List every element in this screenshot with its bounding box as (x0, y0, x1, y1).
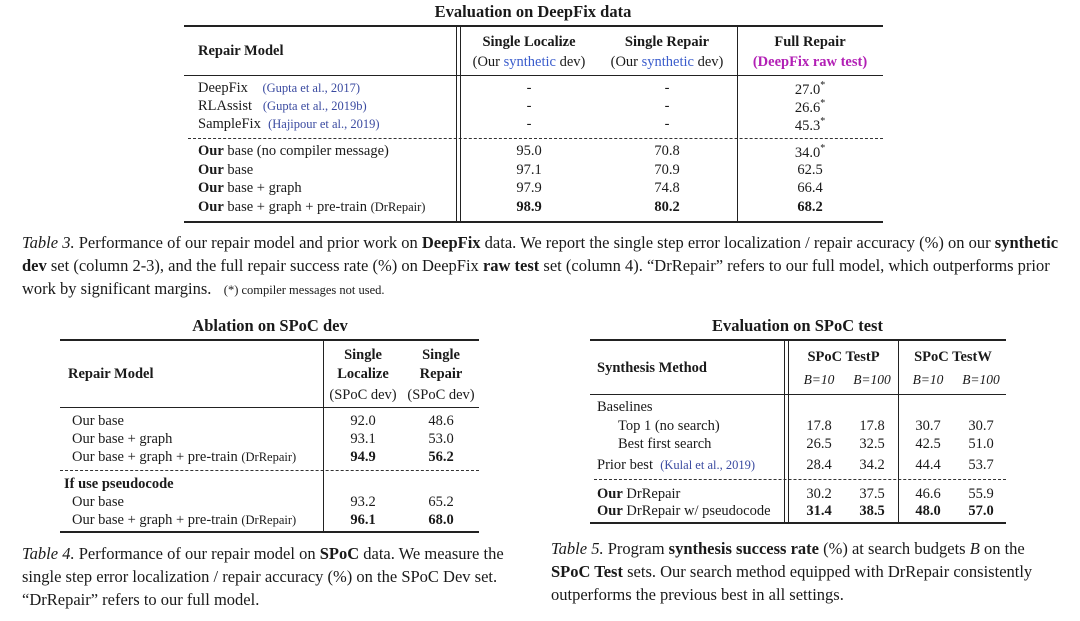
table5-title: Evaluation on SPoC test (712, 316, 883, 335)
table4-cell: 48.6 (428, 413, 454, 429)
table4-dashed-separator (60, 470, 479, 471)
table3-cell: - (664, 116, 670, 132)
table3-cell: 70.8 (654, 143, 680, 159)
table4-row: Our base + graph + pre-train (DrRepair) (72, 512, 297, 528)
table5-double-divider-b (788, 340, 789, 522)
table5-header-testp-b100: B=100 (853, 372, 891, 387)
table5-header-testp: SPoC TestP (807, 349, 880, 365)
table3-cell: 66.4 (797, 180, 823, 196)
table3-row-our-base-nocm: Our base (no compiler message) (198, 143, 389, 159)
table3-row-deepfix: DeepFix (Gupta et al., 2017) (198, 80, 360, 96)
table5-header-testp-b10: B=10 (803, 372, 835, 387)
table5-row: Top 1 (no search) (618, 418, 720, 434)
table4-row: Our base (72, 413, 124, 429)
table3-row-our-base: Our base (198, 162, 254, 178)
table3-cell: 45.3* (794, 116, 826, 134)
table5-header-testw: SPoC TestW (914, 349, 992, 365)
table4-header-repair: Single (422, 347, 460, 363)
table5-cell: 31.4 (806, 503, 832, 519)
table4-row: Our base (72, 494, 124, 510)
table5-bottom-rule (590, 522, 1006, 524)
table3-header-localize-sub: (Our synthetic dev) (472, 54, 586, 70)
table3-cell: 80.2 (654, 199, 680, 215)
table5-cell: 57.0 (968, 503, 994, 519)
table3-header-full-repair-sub: (DeepFix raw test) (752, 54, 868, 70)
table4-title: Ablation on SPoC dev (192, 316, 348, 335)
table4-cell: 93.1 (350, 431, 376, 447)
table4-bottom-rule (60, 531, 479, 533)
table3-cell: 70.9 (654, 162, 680, 178)
table4-caption: Table 4. Performance of our repair model on SPoC data. We measure the single step error localization / repair accuracy (%) on the SPoC Dev set. “DrRepair” refers to our full model. (22, 544, 504, 609)
table3-cell: 27.0* (794, 80, 826, 98)
table3-row-our-drrepair: Our base + graph + pre-train (DrRepair) (198, 199, 426, 215)
table3-double-divider-a (456, 26, 457, 221)
table5-cell: 26.5 (806, 436, 832, 452)
table5-cell: 28.4 (806, 457, 832, 473)
table5-cell: 53.7 (968, 457, 994, 473)
table4-row: Our base + graph (72, 431, 173, 447)
table4-header-localize: Single (344, 347, 382, 363)
table4-cell: 56.2 (428, 449, 454, 465)
table5-cell: 46.6 (915, 486, 941, 502)
table5-header-rule (590, 394, 1006, 395)
table5-cell: 34.2 (859, 457, 885, 473)
table5-row-ours-pseudo: Our DrRepair w/ pseudocode (597, 503, 771, 519)
table5-header-testw-b100: B=100 (962, 372, 1000, 387)
table3-cell: 97.9 (516, 180, 542, 196)
table4-header-repair-2: Repair (419, 366, 463, 382)
table5-cell: 38.5 (859, 503, 885, 519)
table4-cell: 92.0 (350, 413, 376, 429)
table5-cell: 37.5 (859, 486, 885, 502)
table5-double-divider-a (784, 340, 785, 522)
table5-cell: 44.4 (915, 457, 941, 473)
table4-top-rule (60, 339, 479, 341)
table5-row: Best first search (618, 436, 712, 452)
table3-cell: - (664, 80, 670, 96)
table3-cell: 98.9 (516, 199, 542, 215)
table5-cell: 51.0 (968, 436, 994, 452)
table5-cell: 30.2 (806, 486, 832, 502)
table4-header-localize-2: Localize (337, 366, 389, 382)
table3-cell: 97.1 (516, 162, 542, 178)
table3-cell: - (526, 98, 532, 114)
table3-bottom-rule (184, 221, 883, 223)
table5-baselines-label: Baselines (597, 399, 653, 415)
table5-caption: Table 5. Program synthesis success rate (%) at search budgets B on the SPoC Test sets. Our search method equipped with DrRepair consistently outperforms the previous best in all settings. (551, 539, 1033, 604)
table4-header-localize-sub: (SPoC dev) (329, 387, 397, 403)
table3-title: Evaluation on DeepFix data (434, 2, 632, 21)
table4-section-label: If use pseudocode (64, 476, 174, 492)
table3-header-full-repair: Full Repair (774, 34, 846, 50)
table4-cell: 65.2 (428, 494, 454, 510)
table5-top-rule (590, 339, 1006, 341)
table3-dashed-separator (188, 138, 883, 139)
table3-cell: - (526, 116, 532, 132)
table3-cell: - (526, 80, 532, 96)
table3-cell: 74.8 (654, 180, 680, 196)
table3-cell: 62.5 (797, 162, 823, 178)
table4-cell: 94.9 (350, 449, 376, 465)
table3-row-rlassist: RLAssist (Gupta et al., 2019b) (198, 98, 367, 114)
table5-cell: 30.7 (915, 418, 941, 434)
table5-header-method: Synthesis Method (597, 360, 707, 376)
table4-row: Our base + graph + pre-train (DrRepair) (72, 449, 297, 465)
table3-header-repair-sub: (Our synthetic dev) (610, 54, 724, 70)
table3-row-our-base-graph: Our base + graph (198, 180, 302, 196)
table5-cell: 17.8 (806, 418, 832, 434)
table5-row-ours: Our DrRepair (597, 486, 681, 502)
table5-dashed-separator (594, 479, 1006, 480)
table3-header-repair: Single Repair (624, 34, 710, 50)
table5-cell: 55.9 (968, 486, 994, 502)
table5-row-prior: Prior best (Kulal et al., 2019) (597, 457, 755, 473)
table4-cell: 93.2 (350, 494, 376, 510)
table4-cell: 53.0 (428, 431, 454, 447)
table3-header-model: Repair Model (198, 43, 284, 59)
table3-header-rule (184, 75, 883, 76)
table4-header-model: Repair Model (68, 366, 154, 382)
table3-top-rule (184, 25, 883, 27)
table3-row-samplefix: SampleFix (Hajipour et al., 2019) (198, 116, 380, 132)
table3-cell: 34.0* (794, 143, 826, 161)
table5-divider (898, 340, 899, 522)
table3-cell: 68.2 (797, 199, 823, 215)
table5-cell: 17.8 (859, 418, 885, 434)
table5-cell: 48.0 (915, 503, 941, 519)
table4-header-rule (60, 407, 479, 408)
table4-cell: 96.1 (350, 512, 376, 528)
table3-header-localize: Single Localize (482, 34, 576, 50)
table5-cell: 42.5 (915, 436, 941, 452)
table4-header-repair-sub: (SPoC dev) (407, 387, 475, 403)
table5-cell: 30.7 (968, 418, 994, 434)
table4-cell: 68.0 (428, 512, 454, 528)
table3-cell: - (664, 98, 670, 114)
table3-cell: 26.6* (794, 98, 826, 116)
table5-cell: 32.5 (859, 436, 885, 452)
table5-header-testw-b10: B=10 (912, 372, 944, 387)
table3-cell: 95.0 (516, 143, 542, 159)
table3-caption: Table 3. Performance of our repair model and prior work on DeepFix data. We report the single step error localization / repair accuracy (%) on our synthetic dev set (column 2-3), and the full repair success rate (%) on DeepFix raw test set (column 4). “DrRepair” refers to our full model, which outperforms prior work by significant margins. (*) compiler messages not used. (22, 233, 1059, 298)
